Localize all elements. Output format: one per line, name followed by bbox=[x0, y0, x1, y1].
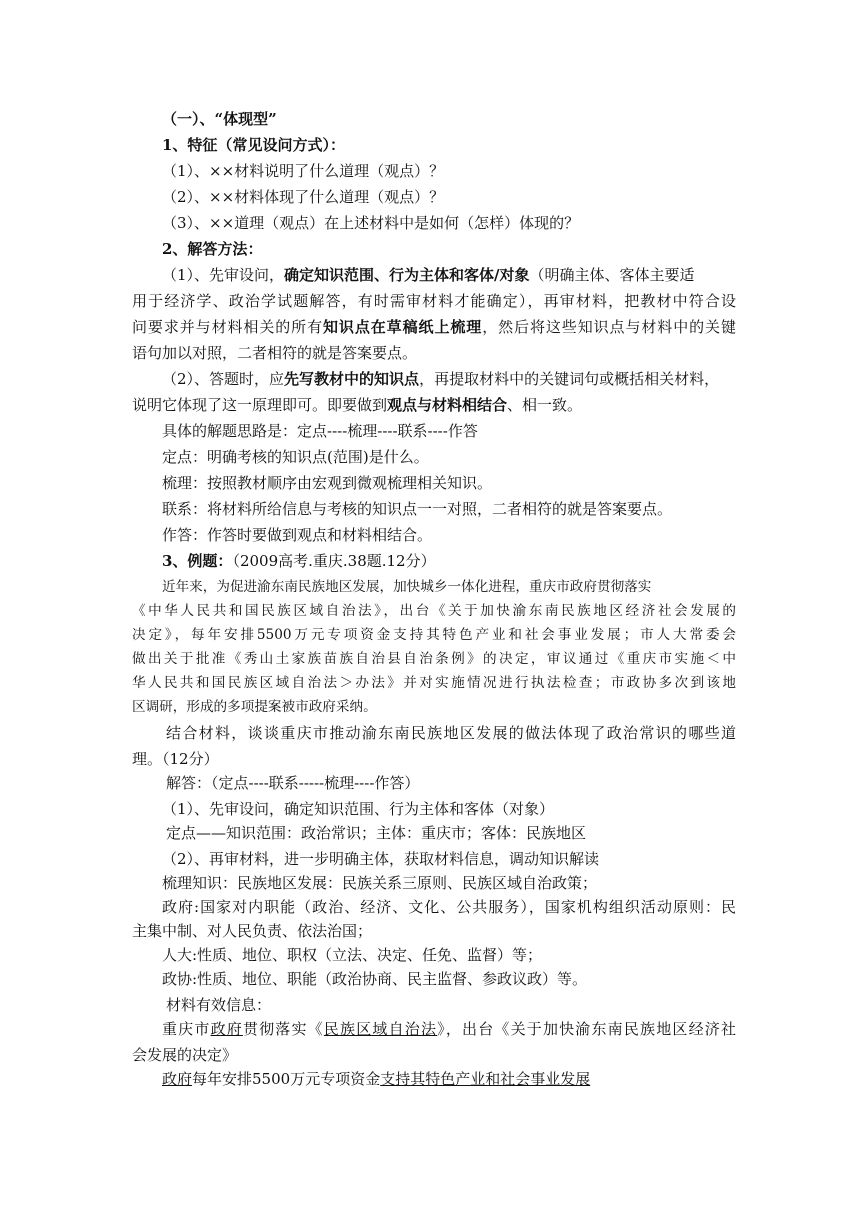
material-line: 近年来，为促进渝东南民族地区发展，加快城乡一体化进程，重庆市政府贯彻落实 bbox=[162, 579, 652, 595]
method-p2-line1: （2）、答题时，应先写教材中的知识点，再提取材料中的关键词句或概括相关材料， bbox=[162, 370, 720, 388]
npc-line: 人大:性质、地位、职权（立法、决定、任免、监督）等； bbox=[162, 946, 543, 964]
info2-line: 政府每年安排5500万元专项资金支持其特色产业和社会事业发展 bbox=[162, 1070, 591, 1088]
material-line: 华人民共和国民族区域自治法＞办法》并对实施情况进行执法检查；市政协多次到该地 bbox=[132, 675, 736, 691]
material-line: 做出关于批准《秀山土家族苗族自治县自治条例》的决定，审议通过《重庆市实施＜中 bbox=[132, 651, 736, 667]
feature-item: （2）、××材料体现了什么道理（观点）？ bbox=[162, 188, 445, 206]
underlined-text: 政府 bbox=[210, 1020, 243, 1038]
emphasis: 知识点在草稿纸上梳理 bbox=[323, 318, 483, 336]
emphasis: 先写教材中的知识点 bbox=[284, 370, 420, 388]
method-heading: 2、解答方法： bbox=[162, 240, 263, 258]
feature-item: （1）、××材料说明了什么道理（观点）？ bbox=[162, 162, 445, 180]
cppcc-line: 政协:性质、地位、职能（政治协商、民主监督、参政议政）等。 bbox=[162, 970, 588, 988]
feature-item: （3）、××道理（观点）在上述材料中是如何（怎样）体现的？ bbox=[162, 214, 580, 232]
method-step: 作答：作答时要做到观点和材料相结合。 bbox=[162, 526, 433, 544]
method-step: 联系：将材料所给信息与考核的知识点一一对照，二者相符的就是答案要点。 bbox=[162, 500, 673, 518]
emphasis: 确定知识范围、行为主体和客体/对象 bbox=[284, 266, 530, 284]
answer-line: （2）、再审材料，进一步明确主体，获取材料信息，调动知识解读 bbox=[162, 850, 600, 868]
question-line1: 结合材料，谈谈重庆市推动渝东南民族地区发展的做法体现了政治常识的哪些道 bbox=[166, 724, 736, 742]
underlined-text: 政府 bbox=[162, 1070, 193, 1088]
method-p2-line2: 说明它体现了这一原理即可。即要做到观点与材料相结合、相一致。 bbox=[132, 396, 583, 414]
method-p1-line4: 语句加以对照，二者相符的就是答案要点。 bbox=[132, 344, 418, 362]
gov-line1: 政府:国家对内职能（政治、经济、文化、公共服务），国家机构组织活动原则：民 bbox=[162, 898, 736, 916]
method-p1-line3: 问要求并与材料相关的所有知识点在草稿纸上梳理，然后将这些知识点与材料中的关键 bbox=[132, 318, 736, 336]
emphasis: 观点与材料相结合 bbox=[387, 396, 508, 414]
method-step: 梳理：按照教材顺序由宏观到微观梳理相关知识。 bbox=[162, 474, 493, 492]
answer-line: 梳理知识：民族地区发展：民族关系三原则、民族区域自治政策； bbox=[162, 874, 598, 892]
answer-line: 定点——知识范围：政治常识；主体：重庆市；客体：民族地区 bbox=[166, 824, 587, 842]
method-step: 具体的解题思路是：定点----梳理----联系----作答 bbox=[162, 422, 478, 440]
underlined-text: 民族区域自治法 bbox=[323, 1020, 438, 1038]
info1-line1: 重庆市政府贯彻落实《民族区域自治法》，出台《关于加快渝东南民族地区经济社 bbox=[162, 1020, 736, 1038]
material-line: 决定》，每年安排5500万元专项资金支持其特色产业和社会事业发展；市人大常委会 bbox=[132, 627, 736, 643]
method-p1-line2: 用于经济学、政治学试题解答，有时需审材料才能确定），再审材料，把教材中符合设 bbox=[132, 292, 736, 310]
method-step: 定点：明确考核的知识点(范围)是什么。 bbox=[162, 448, 429, 466]
info1-line2: 会发展的决定》 bbox=[132, 1046, 238, 1064]
material-line: 区调研，形成的多项提案被市政府采纳。 bbox=[132, 699, 377, 715]
section-title: （一）、“体现型” bbox=[162, 110, 277, 128]
example-heading: 3、例题：（2009高考.重庆.38题.12分） bbox=[162, 552, 436, 570]
info-heading: 材料有效信息： bbox=[166, 996, 272, 1014]
gov-line2: 主集中制、对人民负责、依法治国； bbox=[132, 922, 373, 940]
method-p1-line1: （1）、先审设问，确定知识范围、行为主体和客体/对象（明确主体、客体主要适 bbox=[162, 266, 695, 284]
answer-line: （1）、先审设问，确定知识范围、行为主体和客体（对象） bbox=[162, 800, 555, 818]
features-heading: 1、特征（常见设问方式）： bbox=[162, 136, 345, 154]
answer-line: 解答：（定点----联系-----梳理----作答） bbox=[166, 774, 420, 792]
material-line: 《中华人民共和国民族区域自治法》，出台《关于加快渝东南民族地区经济社会发展的 bbox=[132, 603, 736, 619]
question-line2: 理。（12分） bbox=[132, 750, 219, 768]
underlined-text: 支持其特色产业和社会事业发展 bbox=[380, 1070, 591, 1088]
